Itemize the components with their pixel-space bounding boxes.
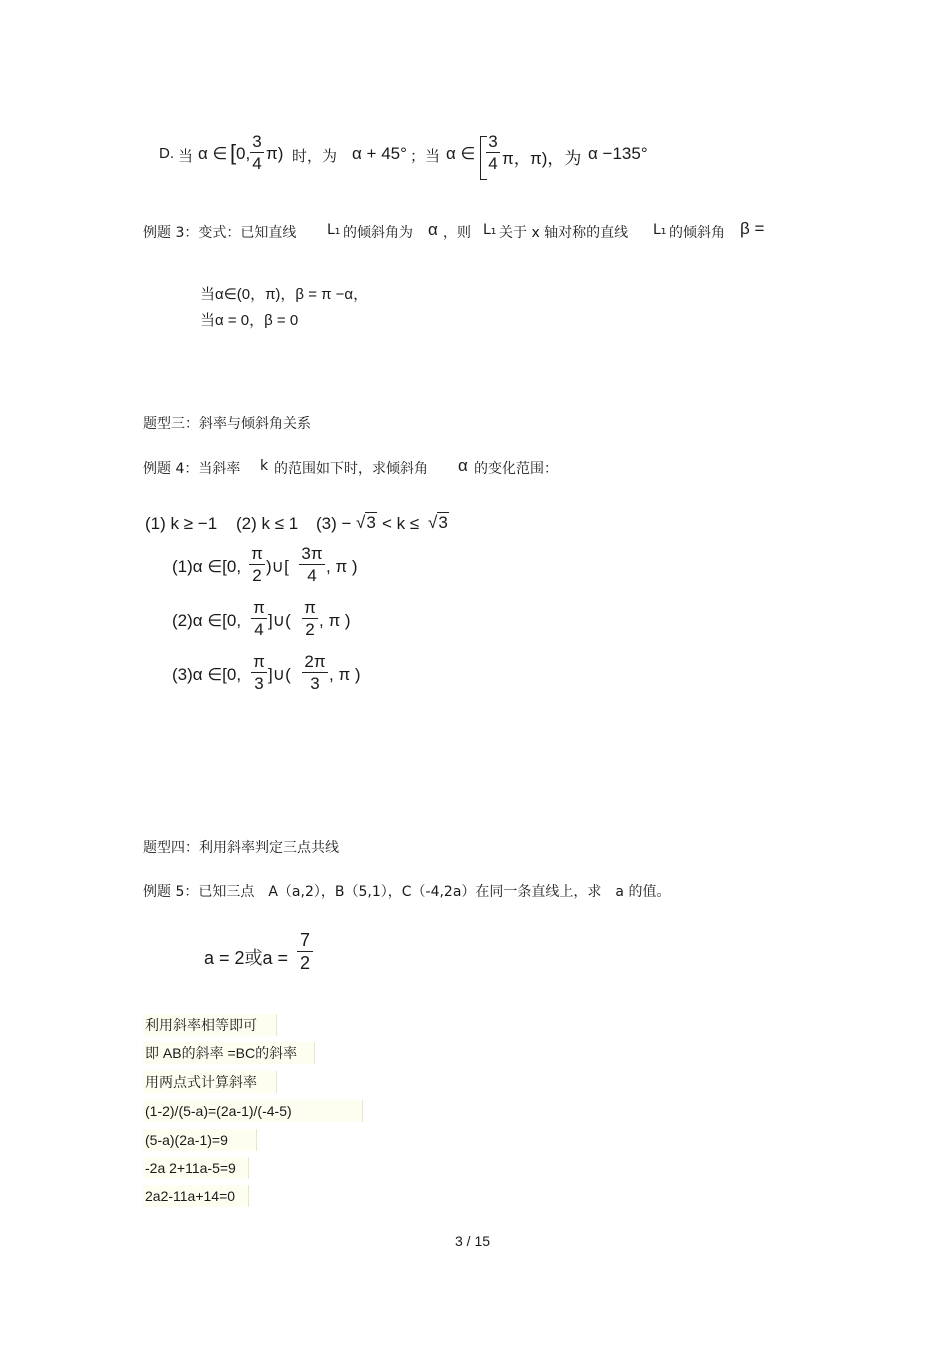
- math: α ∈: [446, 144, 476, 163]
- math: π，: [502, 149, 531, 168]
- bracket: [: [230, 140, 237, 165]
- page-number: 3 / 15: [455, 1233, 491, 1249]
- text: 时，为: [292, 147, 338, 165]
- denominator: 2: [299, 953, 310, 973]
- note-line: 利用斜率相等即可: [143, 1014, 277, 1036]
- math: L₁: [327, 222, 341, 238]
- math: α: [428, 220, 438, 239]
- denominator: 4: [252, 154, 262, 173]
- note-line: (5-a)(2a-1)=9: [143, 1129, 257, 1151]
- fraction: [486, 133, 500, 172]
- fraction-bar: [299, 564, 325, 565]
- condition: (1) k ≥ −1: [145, 514, 218, 533]
- math: α −135°: [588, 144, 648, 163]
- fraction: [297, 931, 313, 972]
- math: , π ): [319, 611, 351, 630]
- text: 例题 5：已知三点 A（a,2），B（5,1），C（-4,2a）在同一条直线上，求 a 的值。: [143, 884, 671, 900]
- answer-2: (2)α ∈[0,: [172, 611, 242, 630]
- fraction: [251, 653, 267, 692]
- math: k: [260, 458, 269, 474]
- fraction-bar: [486, 152, 500, 153]
- denominator: 4: [488, 154, 498, 173]
- note-line: 用两点式计算斜率: [143, 1071, 277, 1093]
- math: π): [266, 144, 284, 163]
- numerator: 3: [252, 132, 262, 151]
- math: L₁: [653, 222, 667, 238]
- denominator: 3: [310, 674, 320, 693]
- text: ；当: [410, 147, 441, 165]
- note-line: 2a2-11a+14=0: [143, 1185, 249, 1207]
- numerator: 2π: [304, 652, 326, 671]
- section-heading: 题型四：利用斜率判定三点共线: [143, 840, 339, 856]
- math: α: [458, 456, 468, 475]
- answer-line: 当α = 0，β = 0: [200, 312, 299, 329]
- math: π)，为: [530, 149, 582, 168]
- math: α ∈: [198, 144, 228, 163]
- math: ]∪(: [268, 665, 291, 684]
- fraction-bar: [250, 152, 264, 153]
- math: ]∪(: [268, 611, 291, 630]
- text: ，则: [443, 225, 471, 241]
- text: 例题 3：变式：已知直线: [143, 225, 297, 241]
- condition: < k ≤: [382, 514, 420, 533]
- text: 的倾斜角为: [343, 225, 413, 241]
- text: 关于 x 轴对称的直线: [499, 225, 629, 241]
- section-heading: 题型三：斜率与倾斜角关系: [143, 416, 311, 432]
- denominator: 4: [307, 566, 317, 585]
- sqrt-radicand: 3: [366, 513, 376, 532]
- numerator: 7: [299, 930, 310, 950]
- answer-line: 当α∈(0，π)，β = π −α，: [200, 286, 369, 303]
- math: L₁: [483, 222, 497, 238]
- numerator: π: [253, 598, 265, 617]
- note-line: 即 AB的斜率 =BC的斜率: [143, 1042, 315, 1064]
- denominator: 2: [252, 566, 262, 585]
- condition: (2) k ≤ 1: [236, 514, 299, 533]
- fraction: [250, 133, 264, 172]
- fraction: [302, 653, 328, 692]
- fraction: [299, 545, 325, 584]
- math: )∪[: [266, 557, 289, 576]
- text: 当: [178, 147, 194, 165]
- math: α + 45°: [352, 144, 407, 163]
- sqrt-radicand: 3: [438, 513, 448, 532]
- text: 例题 4：当斜率: [143, 461, 241, 477]
- answer-3: (3)α ∈[0,: [172, 665, 242, 684]
- fraction: [249, 545, 265, 584]
- condition: (3) −: [316, 514, 352, 533]
- note-line: -2a 2+11a-5=9: [143, 1157, 249, 1179]
- math: 0,: [236, 144, 251, 163]
- denominator: 3: [254, 674, 264, 693]
- fraction-bar: [302, 672, 328, 673]
- fraction: [302, 599, 318, 638]
- numerator: 3: [488, 132, 498, 151]
- math: β =: [740, 219, 765, 238]
- numerator: π: [253, 652, 265, 671]
- text: 的变化范围：: [474, 461, 558, 477]
- sqrt: √3: [356, 513, 376, 532]
- numerator: π: [251, 544, 263, 563]
- math: , π ): [326, 557, 358, 576]
- text: 的倾斜角: [669, 225, 725, 241]
- text: 的范围如下时，求倾斜角: [274, 461, 428, 477]
- fraction-bar: [302, 618, 318, 619]
- fraction: [251, 599, 267, 638]
- denominator: 4: [254, 620, 264, 639]
- answer-1: (1)α ∈[0,: [172, 557, 242, 576]
- fraction-bar: [251, 618, 267, 619]
- option-label: D.: [159, 145, 174, 162]
- denominator: 2: [305, 620, 315, 639]
- sqrt: √3: [428, 513, 448, 532]
- numerator: 3π: [301, 544, 323, 563]
- math: , π ): [329, 665, 361, 684]
- fraction-bar: [251, 672, 267, 673]
- fraction-bar: [249, 564, 265, 565]
- answer: a = 2或a =: [204, 948, 289, 968]
- fraction-bar: [297, 951, 313, 952]
- note-line: (1-2)/(5-a)=(2a-1)/(-4-5): [143, 1100, 363, 1122]
- numerator: π: [304, 598, 316, 617]
